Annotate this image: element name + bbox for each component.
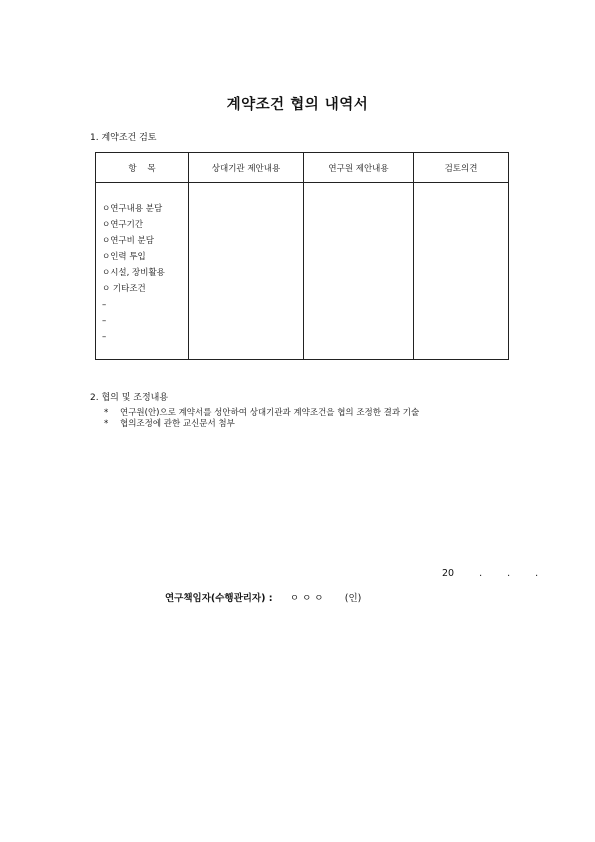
- contract-review-table: [95, 152, 509, 360]
- seal-mark: (인): [344, 593, 362, 604]
- section-heading-contract-review: 1. 계약조건 검토: [90, 133, 157, 143]
- partner-proposal-cell[interactable]: [189, 183, 304, 360]
- institute-proposal-cell[interactable]: [304, 183, 414, 360]
- header-partner-proposal: 상대기관 제안내용: [189, 153, 304, 183]
- signature-label: 연구책임자(수행관리자) :: [165, 593, 273, 604]
- list-item: –: [102, 332, 107, 342]
- signature-line: [165, 590, 361, 604]
- note-text: 협의조정에 관한 교신문서 첨부: [120, 419, 235, 429]
- asterisk-icon: *: [104, 419, 109, 429]
- list-item: –: [102, 316, 107, 326]
- note-item: [104, 419, 419, 430]
- note-item: [104, 408, 419, 419]
- document-title: 계약조건 협의 내역서: [226, 97, 369, 113]
- section-heading-negotiation: 2. 협의 및 조정내용: [90, 393, 169, 403]
- list-item: ㅇ시설, 장비활용: [102, 268, 165, 278]
- date-dot: .: [535, 568, 539, 579]
- date-dot: .: [479, 568, 483, 579]
- asterisk-icon: *: [104, 408, 109, 418]
- notes-list: [104, 408, 419, 430]
- table-body-row: [96, 183, 509, 360]
- note-text: 연구원(안)으로 계약서를 성안하여 상대기관과 계약조건을 협의 조정한 결과 기술: [120, 408, 420, 418]
- date-year: 20: [442, 568, 455, 579]
- list-item: ㅇ연구기간: [102, 220, 144, 230]
- signature-name: ㅇ ㅇ ㅇ: [289, 593, 324, 604]
- list-item: ㅇ인력 투입: [102, 252, 146, 262]
- list-item: ㅇ연구비 분담: [102, 236, 154, 246]
- header-item: 항 목: [96, 153, 189, 183]
- review-opinion-cell[interactable]: [414, 183, 509, 360]
- list-item: ㅇ연구내용 분담: [102, 204, 163, 214]
- list-item: –: [102, 300, 107, 310]
- header-institute-proposal: 연구원 제안내용: [304, 153, 414, 183]
- table-header-row: [96, 153, 509, 183]
- item-list-cell: [96, 183, 189, 360]
- date-dot: .: [507, 568, 511, 579]
- header-review-opinion: 검토의견: [414, 153, 509, 183]
- date-line: [442, 568, 538, 579]
- list-item: ㅇ 기타조건: [102, 284, 146, 294]
- item-list: [96, 183, 188, 345]
